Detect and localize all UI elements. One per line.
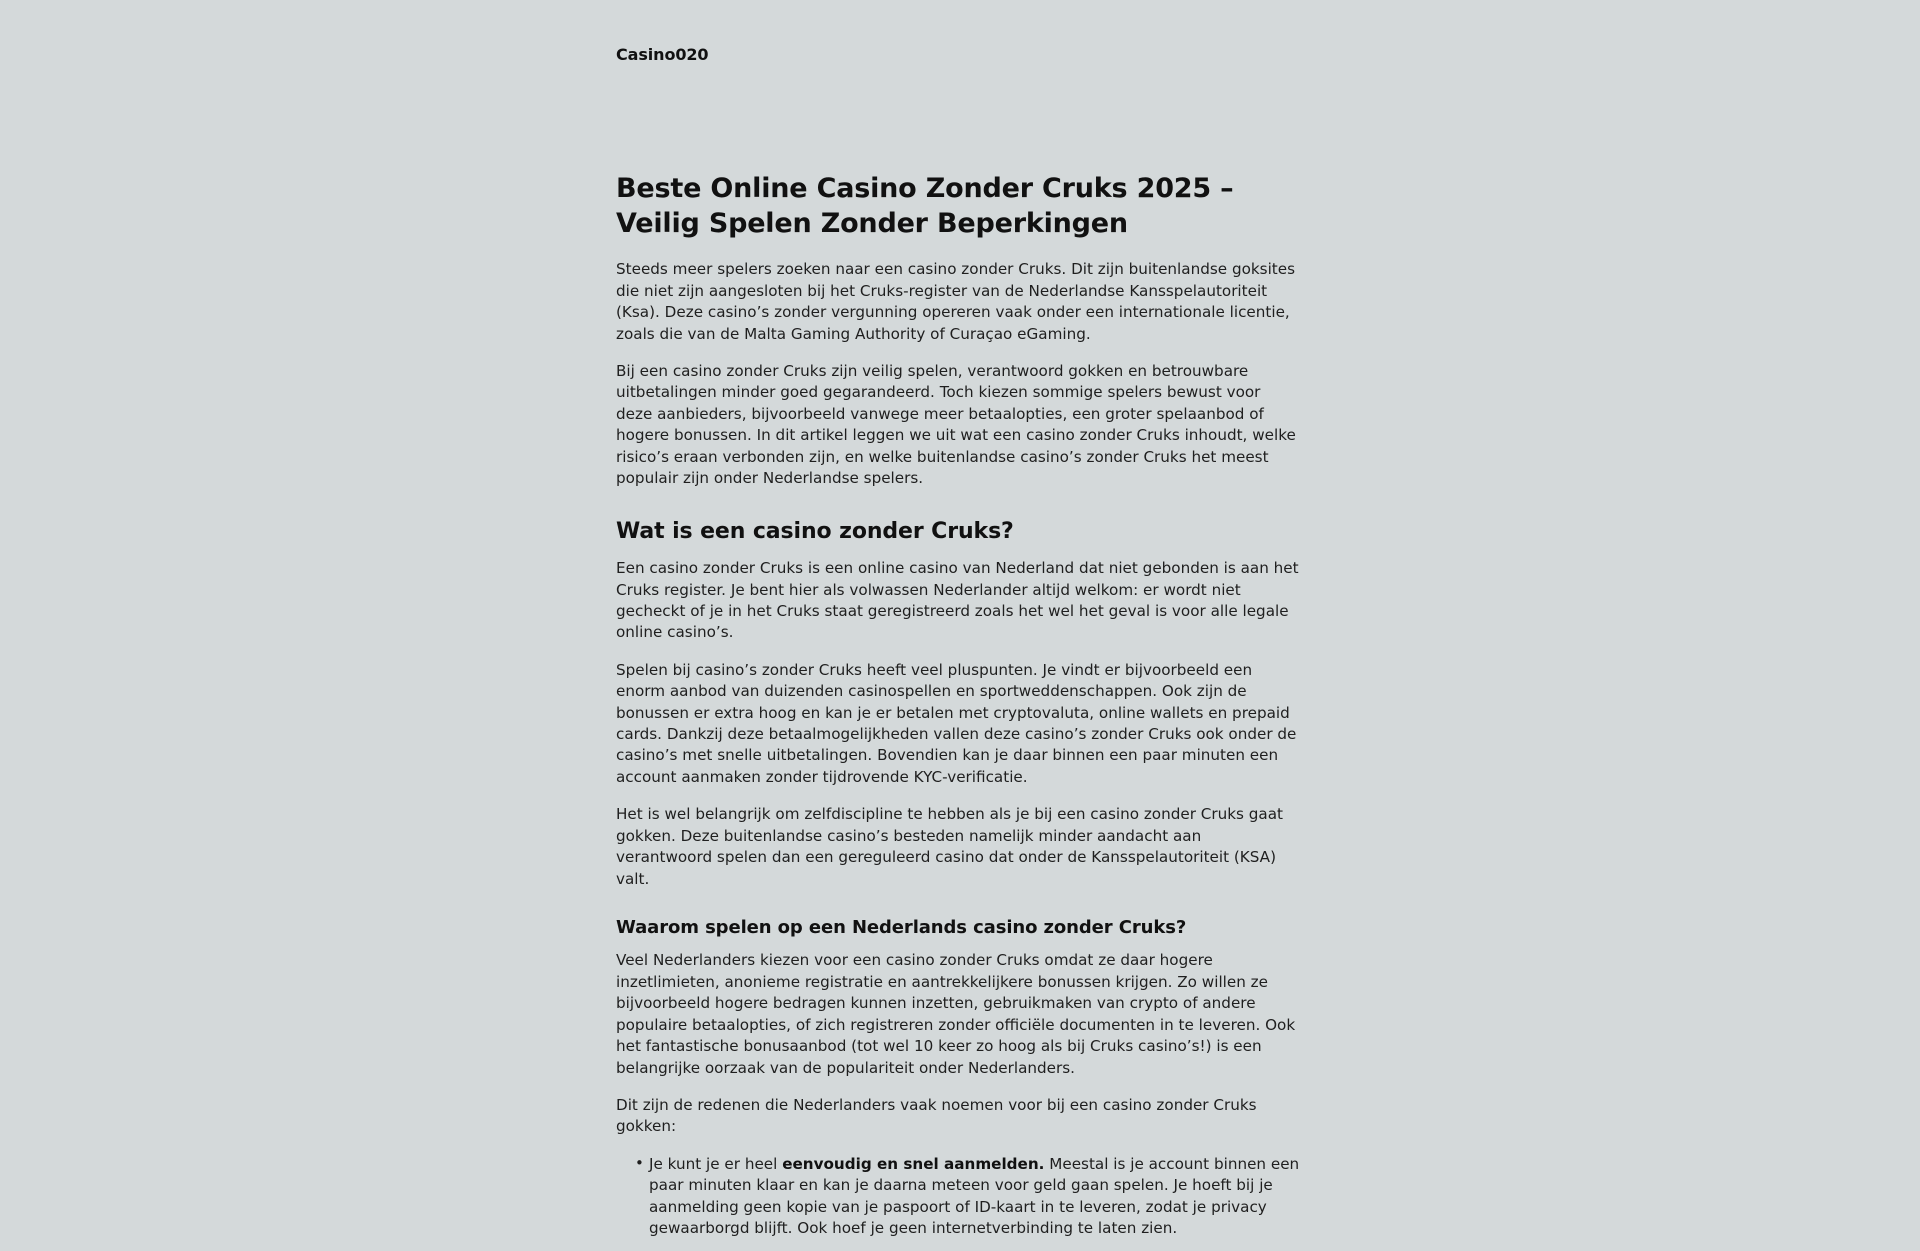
list-item-rest: Meestal is je account binnen een paar minuten klaar en kan je daarna meteen voor geld gaan spelen. Je hoeft bij je aanmelding geen kopie van je paspoort of ID-kaart in te leveren, zodat je privacy gewaarborgd blijft. Ook hoef je geen internetverbinding te laten zien.	[649, 1154, 1300, 1238]
section-1-paragraph-2: Spelen bij casino’s zonder Cruks heeft veel pluspunten. Je vindt er bijvoorbeeld een enorm aanbod van duizenden casinospellen en sportweddenschappen. Ook zijn de bonussen er extra hoog en kan je er betalen met cryptovaluta, online wallets en prepaid cards. Dankzij deze betaalmogelijkheden vallen deze casino’s zonder Cruks ook onder de casino’s met snelle uitbetalingen. Bovendien kan je daar binnen een paar minuten een account aanmaken zonder tijdrovende KYC-verificatie.	[616, 660, 1297, 786]
content-column	[616, 0, 1300, 1251]
site-title: Casino020	[616, 45, 709, 64]
intro-paragraph-1: Steeds meer spelers zoeken naar een casino zonder Cruks. Dit zijn buitenlandse goksites die niet zijn aangesloten bij het Cruks-register van de Nederlandse Kansspelautoriteit (Ksa). Deze casino’s zonder vergunning opereren vaak onder een internationale licentie, zoals die van de Malta Gaming Authority of Curaçao eGaming.	[616, 260, 1296, 343]
list-item	[635, 1154, 1300, 1240]
section-1-paragraph-3: Het is wel belangrijk om zelfdiscipline te hebben als je bij een casino zonder Cruks gaat gokken. Deze buitenlandse casino’s besteden namelijk minder aandacht aan verantwoord spelen dan een gereguleerd casino dat onder de Kansspelautoriteit (KSA) valt.	[616, 805, 1283, 888]
section-2-paragraph-2: Dit zijn de redenen die Nederlanders vaak noemen voor bij een casino zonder Cruks gokken:	[616, 1095, 1257, 1136]
page-title: Beste Online Casino Zonder Cruks 2025 – Veilig Spelen Zonder Beperkingen	[616, 173, 1234, 239]
section-heading-wat-is-een-casino-zonder-cruks: Wat is een casino zonder Cruks?	[616, 518, 1014, 544]
section-heading-waarom-spelen-nederlands-casino-zonder-cruks: Waarom spelen op een Nederlands casino zonder Cruks?	[616, 917, 1187, 938]
intro-paragraph-2: Bij een casino zonder Cruks zijn veilig spelen, verantwoord gokken en betrouwbare uitbetalingen minder goed gegarandeerd. Toch kiezen sommige spelers bewust voor deze aanbieders, bijvoorbeeld vanwege meer betaalopties, een groter spelaanbod of hogere bonussen. In dit artikel leggen we uit wat een casino zonder Cruks inhoudt, welke risico’s eraan verbonden zijn, en welke buitenlandse casino’s zonder Cruks het meest populair zijn onder Nederlandse spelers.	[616, 361, 1296, 488]
section-1-paragraph-1: Een casino zonder Cruks is een online casino van Nederland dat niet gebonden is aan het Cruks register. Je bent hier als volwassen Nederlander altijd welkom: er wordt niet gecheckt of je in het Cruks staat geregistreerd zoals het wel het geval is voor alle legale online casino’s.	[616, 559, 1299, 642]
section-2-paragraph-1: Veel Nederlanders kiezen voor een casino zonder Cruks omdat ze daar hogere inzetlimieten, anonieme registratie en aantrekkelijkere bonussen krijgen. Zo willen ze bijvoorbeeld hogere bedragen kunnen inzetten, gebruikmaken van crypto of andere populaire betaalopties, of zich registreren zonder officiële documenten in te leveren. Ook het fantastische bonusaanbod (tot wel 10 keer zo hoog als bij Cruks casino’s!) is een belangrijke oorzaak van de populariteit onder Nederlanders.	[616, 951, 1296, 1077]
list-item-emphasis: eenvoudig en snel aanmelden.	[782, 1154, 1045, 1173]
article-body	[616, 172, 1300, 1239]
list-item-lead: Je kunt je er heel	[649, 1154, 783, 1173]
reasons-list	[616, 1154, 1300, 1240]
